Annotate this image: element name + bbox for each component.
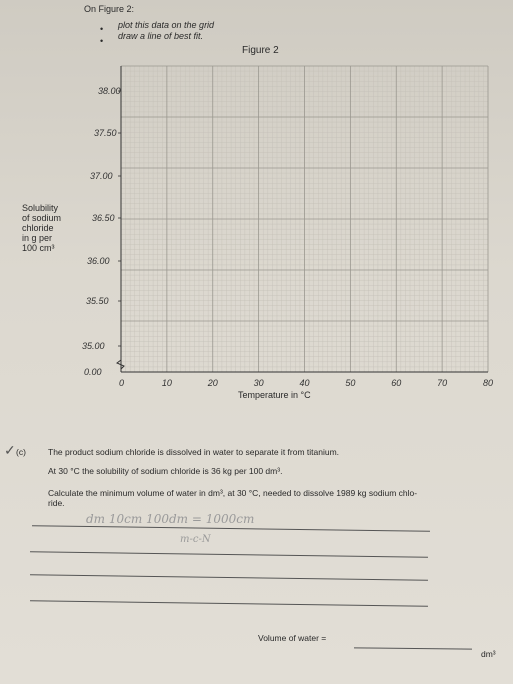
question-intro: The product sodium chloride is dissolved in water to separate it from titanium. [48,447,340,457]
y-tick-label: 37.50 [94,128,117,138]
y-tick-label: 35.50 [86,296,109,306]
x-tick-label: 0 [119,378,125,388]
question-part: (c) [16,447,26,457]
margin-mark-icon: ✓ [4,442,16,458]
handwritten-working-1: dm 10cm 100dm = 1000cm [86,512,255,526]
question-task: Calculate the minimum volume of water in dm³, at 30 °C, needed to dissolve 1989 kg sodium chlo- [48,488,418,498]
answer-line[interactable] [30,600,428,607]
bullet-best-fit: draw a line of best fit. [118,31,204,41]
x-tick-label: 70 [437,378,448,388]
x-tick-label: 50 [345,378,356,388]
y-tick-label: 38.00 [98,86,121,96]
y-tick-label: 35.00 [82,341,105,351]
y-tick-label: 36.00 [87,256,110,266]
y-tick-label: 0.00 [84,367,102,377]
y-tick-label: 37.00 [90,171,113,181]
answer-unit: dm³ [481,649,496,659]
answer-label: Volume of water = [258,633,327,643]
answer-input-line[interactable] [354,647,472,649]
answer-line[interactable] [30,551,428,558]
y-tick-label: 36.50 [92,213,115,223]
bullet-dot: • [100,36,104,46]
question-task-cont: ride. [48,498,65,508]
answer-line[interactable] [30,574,428,581]
x-tick-label: 10 [161,378,172,388]
x-tick-label: 40 [299,378,310,388]
x-tick-label: 80 [483,378,494,388]
answer-line[interactable] [32,525,430,532]
x-tick-label: 30 [253,378,264,388]
question-fact: At 30 °C the solubility of sodium chloride is 36 kg per 100 dm³. [48,466,283,476]
bullet-plot: plot this data on the grid [118,20,215,30]
x-tick-label: 20 [207,378,218,388]
figure-title: Figure 2 [242,45,279,56]
figure-instruction: On Figure 2: [84,4,135,14]
x-axis-label: Temperature in °C [238,390,311,400]
tick-labels [82,86,493,388]
bullet-dot: • [100,24,104,34]
x-tick-label: 60 [391,378,402,388]
handwritten-working-2: m-c-N [180,534,211,545]
y-axis-label: Solubility of sodium chloride in g per 100 cm³ [22,203,62,253]
